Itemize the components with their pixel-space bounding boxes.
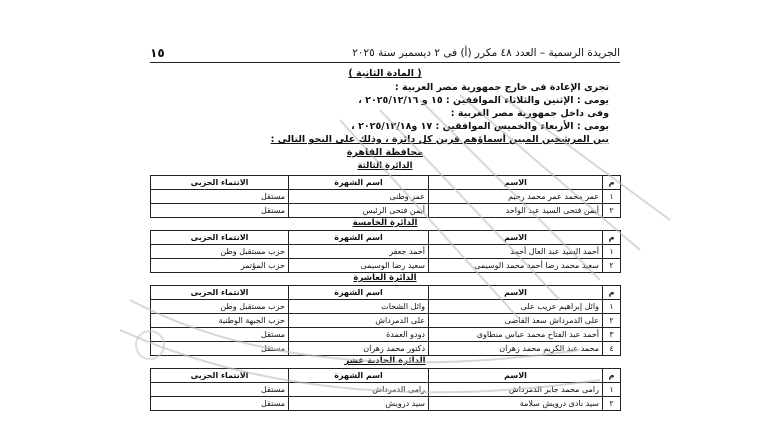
row-num: ١ bbox=[603, 300, 621, 314]
table-row bbox=[151, 300, 621, 314]
row-num: ٢ bbox=[603, 259, 621, 273]
row-fame: سعيد رضا الوسيمى bbox=[289, 259, 429, 273]
row-party: مستقل bbox=[151, 383, 289, 397]
row-party: مستقل bbox=[151, 342, 289, 356]
col-party-header: الانتماء الحزبى bbox=[151, 369, 289, 383]
district-table bbox=[150, 285, 621, 356]
row-fame: على الدمرداش bbox=[289, 314, 429, 328]
row-name: محمد عبد الكريم محمد زهران bbox=[429, 342, 603, 356]
district-title: الدائرة الخامسة bbox=[352, 218, 418, 228]
table-row bbox=[151, 204, 621, 218]
row-name: أحمد السيد عبد العال أحمد bbox=[429, 245, 603, 259]
inside-days: يومى : الأربعاء والخميس الموافقين : ١٧ و٢٠٢٥/١٢/١٨ ، bbox=[351, 121, 609, 132]
table-row bbox=[151, 259, 621, 273]
row-fame: رامى الدمرداش bbox=[289, 383, 429, 397]
row-fame: عمر وطنى bbox=[289, 190, 429, 204]
col-name-header: الاسم bbox=[429, 176, 603, 190]
district-table bbox=[150, 368, 621, 411]
row-num: ١ bbox=[603, 190, 621, 204]
row-name: وائل إبراهيم عريب على bbox=[429, 300, 603, 314]
row-num: ١ bbox=[603, 245, 621, 259]
col-num-header: م bbox=[603, 231, 621, 245]
col-party-header: الانتماء الحزبى bbox=[151, 231, 289, 245]
row-name: عمر محمد عمر محمد رحيم bbox=[429, 190, 603, 204]
table-row bbox=[151, 397, 621, 411]
page-number: ١٥ bbox=[150, 46, 165, 60]
table-row bbox=[151, 328, 621, 342]
article-title: ( المادة الثانية ) bbox=[348, 68, 422, 79]
col-num-header: م bbox=[603, 369, 621, 383]
row-party: حزب الجبهة الوطنية bbox=[151, 314, 289, 328]
col-fame-header: اسم الشهرة bbox=[289, 176, 429, 190]
table-header-row bbox=[151, 286, 621, 300]
row-name: أيمن فتحى السيد عبد الواحد bbox=[429, 204, 603, 218]
row-fame: أيمن فتحى الرئيس bbox=[289, 204, 429, 218]
district-table bbox=[150, 230, 621, 273]
row-party: حزب مستقبل وطن bbox=[151, 245, 289, 259]
page-header bbox=[150, 44, 620, 63]
row-name: أحمد عبد الفتاح محمد عباس منطاوى bbox=[429, 328, 603, 342]
col-party-header: الانتماء الحزبى bbox=[151, 176, 289, 190]
row-num: ٣ bbox=[603, 328, 621, 342]
district-title: الدائرة العاشرة bbox=[353, 273, 417, 283]
row-name: رامى محمد جابر الدمرداش bbox=[429, 383, 603, 397]
row-name: سيد نادى درويش سلامة bbox=[429, 397, 603, 411]
row-party: مستقل bbox=[151, 397, 289, 411]
row-party: مستقل bbox=[151, 204, 289, 218]
abroad-days: يومى : الإثنين والثلاثاء الموافقين : ١٥ و ٢٠٢٥/١٢/١٦ ، bbox=[358, 95, 609, 106]
row-fame: أحمد جعفر bbox=[289, 245, 429, 259]
table-header-row bbox=[151, 369, 621, 383]
row-num: ٢ bbox=[603, 314, 621, 328]
table-header-row bbox=[151, 231, 621, 245]
table-header-row bbox=[151, 176, 621, 190]
row-num: ٢ bbox=[603, 397, 621, 411]
row-fame: دودو العمدة bbox=[289, 328, 429, 342]
row-party: مستقل bbox=[151, 328, 289, 342]
col-num-header: م bbox=[603, 176, 621, 190]
inside-heading: وفى داخل جمهورية مصر العربية : bbox=[450, 108, 609, 119]
table-row bbox=[151, 314, 621, 328]
row-party: حزب مستقبل وطن bbox=[151, 300, 289, 314]
row-num: ٢ bbox=[603, 204, 621, 218]
governorate-title: محافظة القاهرة bbox=[346, 147, 424, 158]
table-row bbox=[151, 190, 621, 204]
col-name-header: الاسم bbox=[429, 231, 603, 245]
row-fame: وائل الشحات bbox=[289, 300, 429, 314]
between-statement: بين المرشحين المبين أسماؤهم قرين كل دائرة ، وذلك على النحو التالى : bbox=[270, 134, 609, 145]
row-num: ٤ bbox=[603, 342, 621, 356]
table-row bbox=[151, 245, 621, 259]
row-fame: دكتور محمد زهران bbox=[289, 342, 429, 356]
col-num-header: م bbox=[603, 286, 621, 300]
col-party-header: الانتماء الحزبى bbox=[151, 286, 289, 300]
running-title: الجريدة الرسمية – العدد ٤٨ مكرر (أ) فى ٢ ديسمبر سنة ٢٠٢٥ bbox=[352, 47, 620, 59]
row-fame: سيد درويش bbox=[289, 397, 429, 411]
row-num: ١ bbox=[603, 383, 621, 397]
col-fame-header: اسم الشهرة bbox=[289, 286, 429, 300]
district-title: الدائرة الثالثة bbox=[357, 161, 413, 171]
col-fame-header: اسم الشهرة bbox=[289, 369, 429, 383]
row-party: حزب المؤتمر bbox=[151, 259, 289, 273]
district-table bbox=[150, 175, 621, 218]
row-name: على الدمرداش سعد القاضى bbox=[429, 314, 603, 328]
abroad-heading: تجرى الإعادة فى خارج جمهورية مصر العربية : bbox=[394, 82, 609, 93]
col-name-header: الاسم bbox=[429, 286, 603, 300]
row-party: مستقل bbox=[151, 190, 289, 204]
district-title: الدائرة الحادية عشر bbox=[344, 356, 426, 366]
table-row bbox=[151, 383, 621, 397]
row-name: سعيد محمد رضا أحمد محمد الوسيمى bbox=[429, 259, 603, 273]
col-fame-header: اسم الشهرة bbox=[289, 231, 429, 245]
col-name-header: الاسم bbox=[429, 369, 603, 383]
table-row bbox=[151, 342, 621, 356]
